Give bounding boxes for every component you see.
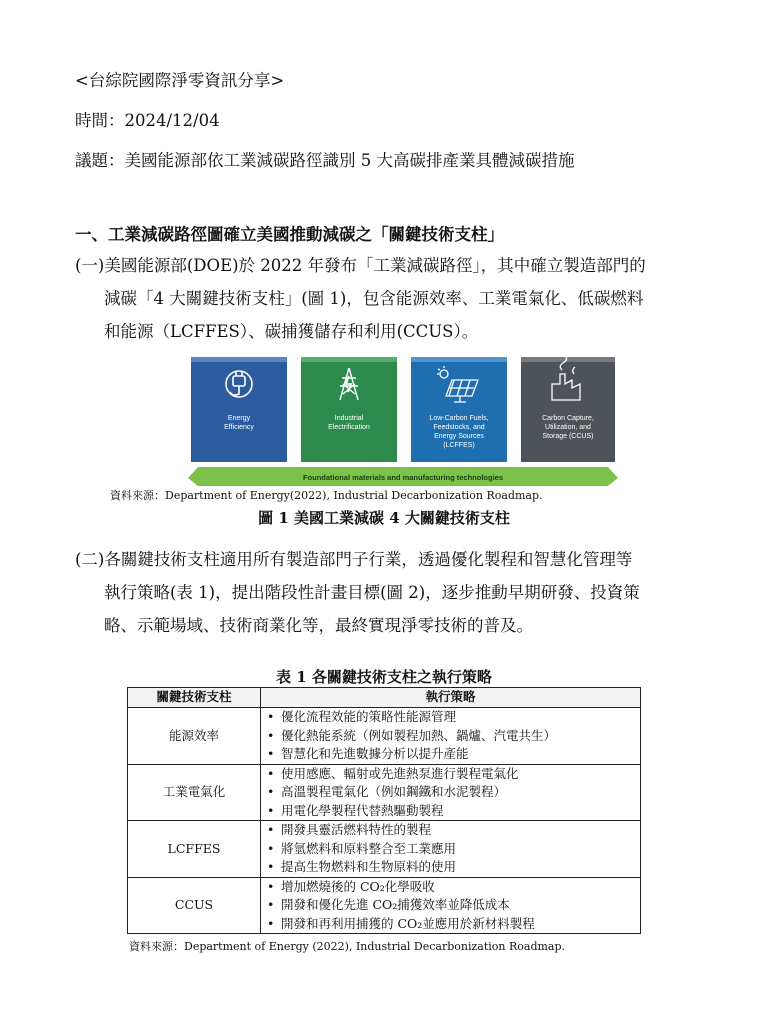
paragraph-line: 和能源（LCFFES）、碳捕獲儲存和利用(CCUS）。 <box>104 322 479 341</box>
strategy-table <box>127 687 641 934</box>
strategy-item: • 用電化學製程代替熱驅動製程 <box>267 802 634 821</box>
date-line: 時間：2024/12/04 <box>75 111 220 130</box>
paragraph-line: (一)美國能源部(DOE)於 2022 年發布「工業減碳路徑」，其中確立製造部門的 <box>75 256 646 275</box>
topic-line: 議題：美國能源部依工業減碳路徑識別 5 大高碳排產業具體減碳措施 <box>75 151 575 170</box>
pillar-label: Energy Sources <box>434 433 484 440</box>
paragraph-line: 執行策略(表 1)，提出階段性計畫目標(圖 2)，逐步推動早期研發、投資策 <box>104 583 640 602</box>
section-heading: 一、工業減碳路徑圖確立美國推動減碳之「關鍵技術支柱」 <box>75 225 504 244</box>
strategy-cell <box>261 877 641 934</box>
table-header-row <box>128 688 641 708</box>
pillar-cell: LCFFES <box>128 821 261 878</box>
foundation-bar <box>188 467 618 486</box>
pillar-label: Efficiency <box>224 424 254 431</box>
pillar-cell: CCUS <box>128 877 261 934</box>
pillar-cell: 工業電氣化 <box>128 764 261 821</box>
strategy-cell <box>261 764 641 821</box>
pillar-label: Utilization, and <box>545 424 591 431</box>
strategy-item: • 智慧化和先進數據分析以提升產能 <box>267 745 634 764</box>
column-header: 關鍵技術支柱 <box>128 688 261 708</box>
strategy-item: • 提高生物燃料和生物原料的使用 <box>267 858 634 877</box>
column-header: 執行策略 <box>261 688 641 708</box>
figure-caption: 圖 1 美國工業減碳 4 大關鍵技術支柱 <box>258 509 510 527</box>
table-title: 表 1 各關鍵技術支柱之執行策略 <box>276 668 492 686</box>
pillar-label: (LCFFES) <box>443 442 475 449</box>
strategy-item: • 優化熱能系統（例如製程加熱、鍋爐、汽電共生） <box>267 727 634 746</box>
pillar-label: Feedstocks, and <box>433 424 485 431</box>
pillar-energy-efficiency <box>191 357 287 462</box>
paragraph-line: (二)各關鍵技術支柱適用所有製造部門子行業，透過優化製程和智慧化管理等 <box>75 550 633 569</box>
pillar-label: Low-Carbon Fuels, <box>429 415 489 422</box>
figure-source: 資料來源：Department of Energy(2022), Industrial Decarbonization Roadmap. <box>110 489 543 502</box>
strategy-item: • 開發和優化先進 CO₂捕獲效率並降低成本 <box>267 896 634 915</box>
source-line: <台綜院國際淨零資訊分享> <box>75 71 285 90</box>
pillar-label: Electrification <box>328 424 370 431</box>
pillar-label: Storage (CCUS) <box>542 433 594 440</box>
strategy-cell <box>261 708 641 765</box>
table-row <box>128 764 641 821</box>
pillar-ccus <box>521 356 615 462</box>
pillar-industrial-electrification <box>301 357 397 462</box>
strategy-item: • 開發具靈活燃料特性的製程 <box>267 821 634 840</box>
table-row <box>128 821 641 878</box>
table-row <box>128 877 641 934</box>
pillar-label: Carbon Capture, <box>542 415 594 422</box>
strategy-item: • 高溫製程電氣化（例如鋼鐵和水泥製程） <box>267 783 634 802</box>
foundation-label: Foundational materials and manufacturing technologies <box>302 473 504 482</box>
pillars-figure <box>188 354 618 488</box>
strategy-item: • 將氫燃料和原料整合至工業應用 <box>267 840 634 859</box>
strategy-item: • 優化流程效能的策略性能源管理 <box>267 708 634 727</box>
pillar-label: Industrial <box>334 415 364 422</box>
paragraph-line: 略、示範場域、技術商業化等，最終實現淨零技術的普及。 <box>104 616 533 635</box>
strategy-item: • 開發和再利用捕獲的 CO₂並應用於新材料製程 <box>267 915 634 934</box>
pillar-cell: 能源效率 <box>128 708 261 765</box>
pillar-lcffes <box>411 357 507 462</box>
strategy-cell <box>261 821 641 878</box>
strategy-item: • 增加燃燒後的 CO₂化學吸收 <box>267 878 634 897</box>
table-source: 資料來源：Department of Energy (2022), Industrial Decarbonization Roadmap. <box>129 940 566 953</box>
paragraph-line: 減碳「4 大關鍵技術支柱」(圖 1)，包含能源效率、工業電氣化、低碳燃料 <box>104 289 644 308</box>
pillar-label: Energy <box>227 415 251 422</box>
table-row <box>128 708 641 765</box>
strategy-item: • 使用感應、輻射或先進熱泵進行製程電氣化 <box>267 765 634 784</box>
